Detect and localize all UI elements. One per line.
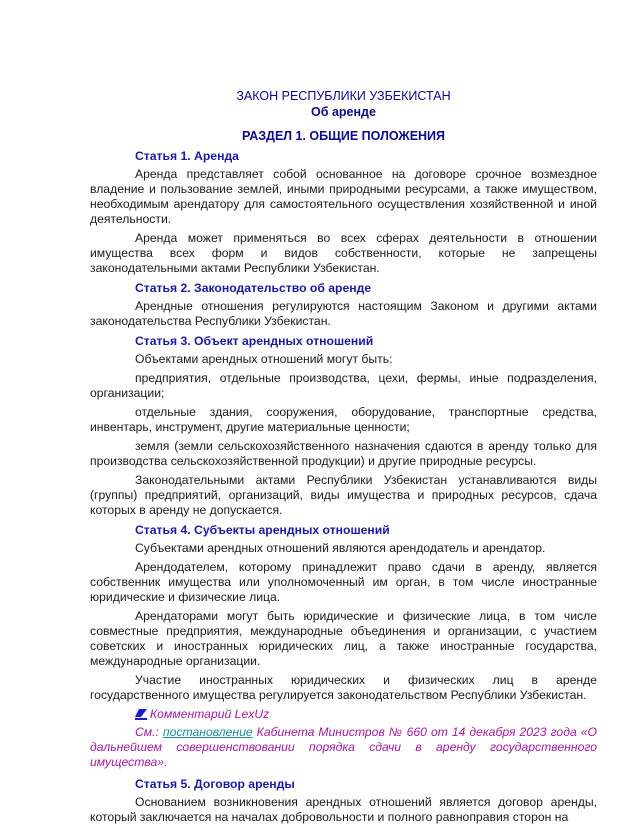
paragraph: Арендаторами могут быть юридические и физические лица, в том числе совместные предприятия, международные объединения и организации, с участием советских и иностранных юридических лиц, а также иностранные государства, международные организации. (90, 609, 597, 668)
article-3-title: Статья 3. Объект арендных отношений (135, 334, 374, 348)
paragraph: предприятия, отдельные производства, цехи, фермы, иные подразделения, организации; (90, 371, 597, 400)
paragraph: Арендные отношения регулируются настоящим Законом и другими актами законодательства Республики Узбекистан. (90, 299, 597, 328)
paragraph: Участие иностранных юридических и физических лиц в аренде государственного имущества регулируется законодательством Республики Узбекистан. (90, 673, 597, 702)
resolution-link[interactable]: постановление (162, 725, 253, 739)
article-2-title: Статья 2. Законодательство об аренде (135, 281, 372, 295)
law-subject: Об аренде (311, 105, 376, 119)
paragraph: Аренда представляет собой основанное на договоре срочное возмездное владение и пользование землей, иными природными ресурсами, а также имуществом, необходимым арендатору для самостоятельного осуществления хозяйственной и иной деятельности. (90, 167, 597, 226)
paragraph: отдельные здания, сооружения, оборудование, транспортные средства, инвентарь, инструмент, другие материальные ценности; (90, 405, 597, 434)
document-page (90, 88, 597, 829)
paragraph: Основанием возникновения арендных отношений является договор аренды, который заключается на началах добровольности и полного равноправия сторон на (90, 795, 597, 824)
paragraph: Объектами арендных отношений могут быть: (135, 352, 393, 366)
see-also-note (90, 725, 597, 770)
see-prefix: См.: (135, 725, 163, 739)
paragraph: Аренда может применяться во всех сферах деятельности в отношении имущества всех форм и видов собственности, которые не запрещены законодательными актами Республики Узбекистан. (90, 231, 597, 275)
pencil-comment-icon (135, 709, 147, 720)
article-5-title: Статья 5. Договор аренды (135, 777, 295, 791)
section-title: РАЗДЕЛ 1. ОБЩИЕ ПОЛОЖЕНИЯ (241, 129, 446, 143)
paragraph: Арендодателем, которому принадлежит право сдачи в аренду, является собственник имущества или уполномоченный им орган, в том числе иностранные юридические и физические лица. (90, 560, 597, 604)
article-4-title: Статья 4. Субъекты арендных отношений (135, 523, 390, 537)
paragraph: Субъектами арендных отношений являются арендодатель и арендатор. (135, 541, 546, 555)
lexuz-comment-link[interactable] (135, 707, 597, 722)
comment-label: Комментарий LexUz (150, 707, 270, 721)
see-rest: Кабинета Министров № 660 от 14 декабря 2023 года «О дальнейшем совершенствовании порядка сдачи в аренду государственного имущества». (90, 725, 597, 769)
article-1-title: Статья 1. Аренда (135, 149, 239, 163)
paragraph: Законодательными актами Республики Узбекистан устанавливаются виды (группы) предприятий, организаций, виды имущества и природных ресурсов, сдача которых в аренду не допускается. (90, 473, 597, 517)
paragraph: земля (земли сельскохозяйственного назначения сдаются в аренду только для производства сельскохозяйственной продукции) и другие природные ресурсы. (90, 439, 597, 468)
law-title: ЗАКОН РЕСПУБЛИКИ УЗБЕКИСТАН (236, 89, 451, 103)
